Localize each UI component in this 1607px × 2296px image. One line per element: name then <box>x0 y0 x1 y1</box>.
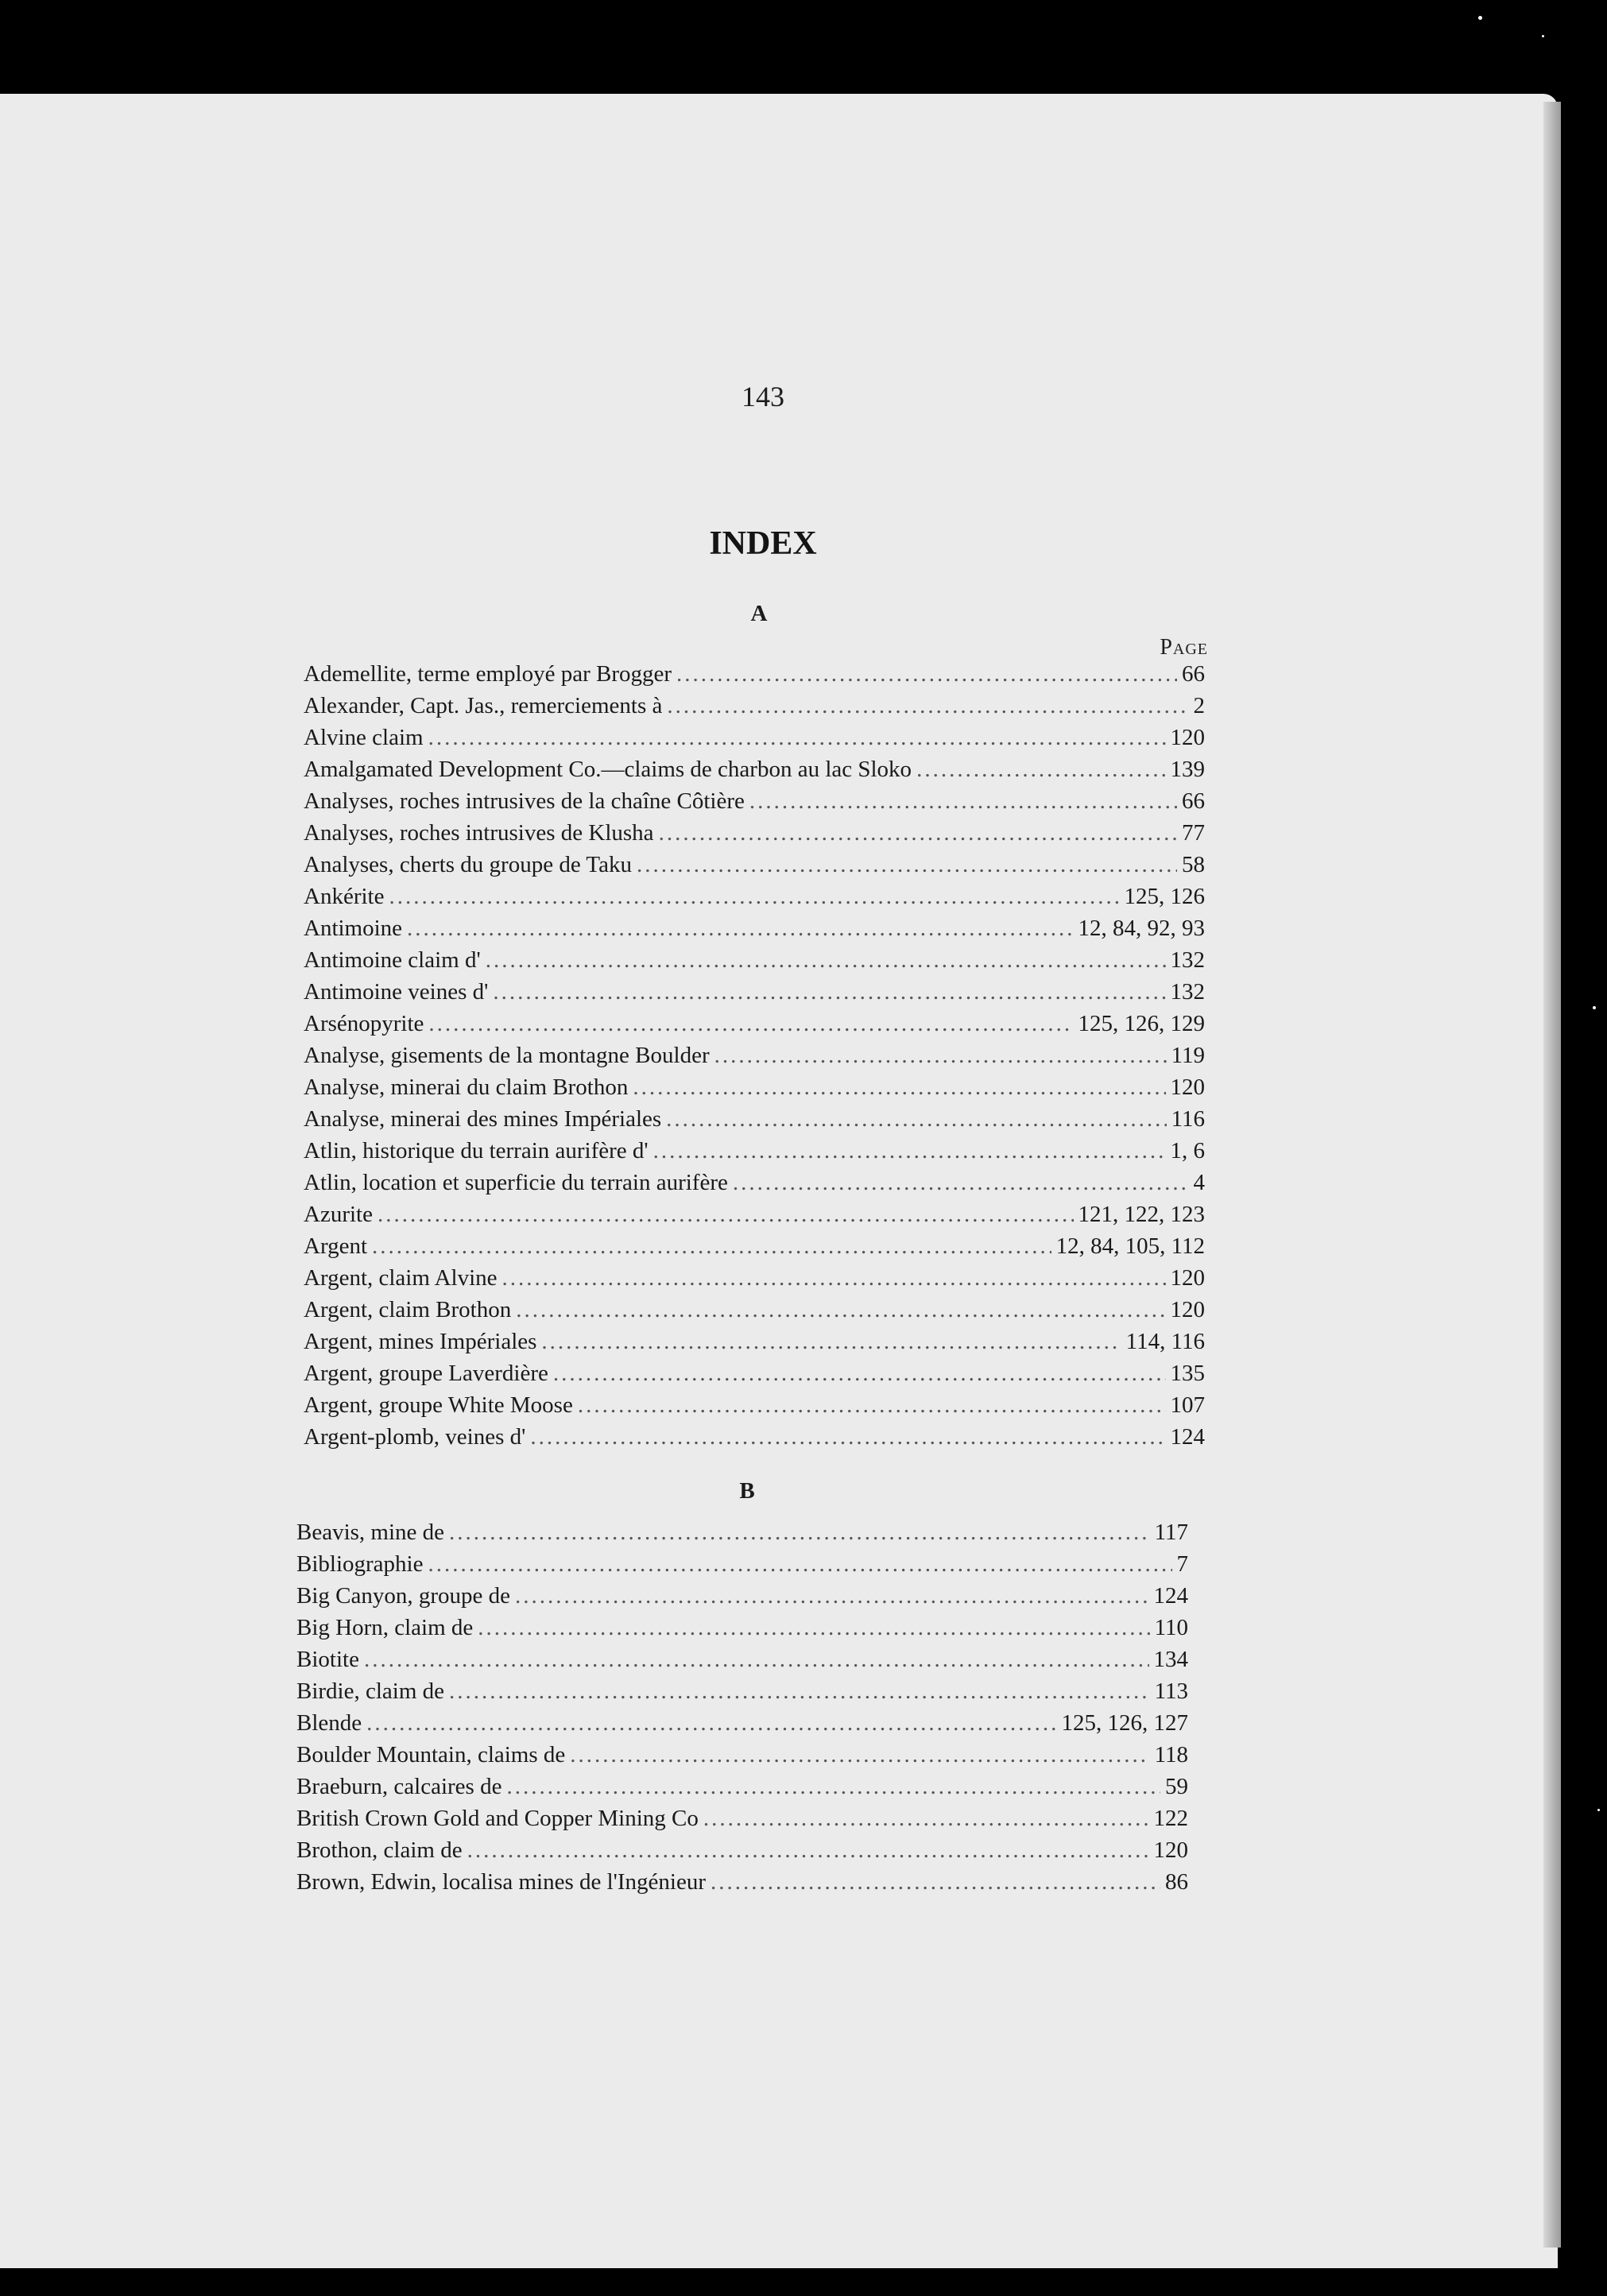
entry-label: Analyse, minerai des mines Impériales <box>304 1106 662 1132</box>
entry-label: British Crown Gold and Copper Mining Co <box>296 1806 699 1831</box>
entry-label: Brothon, claim de <box>296 1837 463 1863</box>
entry-pages: 117 <box>1154 1520 1188 1545</box>
index-entry <box>304 1233 1205 1265</box>
leader-dots <box>449 1520 1150 1546</box>
entry-pages: 58 <box>1182 852 1205 877</box>
index-list-a <box>304 661 1205 1456</box>
entry-pages: 125, 126, 127 <box>1061 1710 1188 1736</box>
index-entry <box>296 1742 1188 1774</box>
entry-pages: 1, 6 <box>1170 1138 1205 1163</box>
leader-dots <box>633 1074 1165 1101</box>
entry-pages: 124 <box>1170 1424 1205 1450</box>
entry-label: Brown, Edwin, localisa mines de l'Ingénieur <box>296 1869 707 1895</box>
entry-label: Bibliographie <box>296 1551 424 1577</box>
entry-pages: 107 <box>1170 1392 1205 1418</box>
leader-dots <box>653 1138 1166 1164</box>
leader-dots <box>478 1615 1149 1641</box>
entry-pages: 4 <box>1193 1170 1205 1195</box>
leader-dots <box>516 1297 1165 1323</box>
index-entry <box>304 947 1205 979</box>
entry-label: Analyse, minerai du claim Brothon <box>304 1074 629 1100</box>
entry-pages: 139 <box>1170 757 1205 782</box>
entry-pages: 110 <box>1154 1615 1188 1640</box>
leader-dots <box>530 1424 1165 1450</box>
leader-dots <box>659 820 1177 846</box>
index-entry <box>296 1678 1188 1710</box>
entry-pages: 66 <box>1182 661 1205 687</box>
index-entry <box>296 1583 1188 1615</box>
entry-label: Argent, groupe Laverdière <box>304 1361 548 1386</box>
entry-label: Alexander, Capt. Jas., remerciements à <box>304 693 663 718</box>
entry-label: Argent, claim Alvine <box>304 1265 498 1291</box>
page-column-header: Page <box>1160 635 1208 660</box>
index-entry <box>296 1869 1188 1901</box>
index-entry <box>304 757 1205 788</box>
entry-label: Boulder Mountain, claims de <box>296 1742 566 1767</box>
index-entry <box>304 979 1205 1011</box>
entry-pages: 116 <box>1171 1106 1205 1132</box>
index-entry <box>296 1710 1188 1742</box>
entry-label: Analyses, cherts du groupe de Taku <box>304 852 632 877</box>
index-entry <box>304 1202 1205 1233</box>
entry-pages: 120 <box>1170 725 1205 750</box>
index-title: INDEX <box>709 525 817 562</box>
entry-pages: 119 <box>1171 1043 1205 1068</box>
entry-pages: 134 <box>1153 1647 1188 1672</box>
page-number: 143 <box>742 381 784 412</box>
leader-dots <box>502 1265 1166 1291</box>
entry-label: Argent <box>304 1233 368 1259</box>
index-entry <box>304 1011 1205 1043</box>
entry-label: Argent, groupe White Moose <box>304 1392 573 1418</box>
leader-dots <box>506 1774 1160 1800</box>
index-entry <box>296 1837 1188 1869</box>
index-entry <box>304 1329 1205 1361</box>
entry-label: Antimoine veines d' <box>304 979 489 1005</box>
leader-dots <box>493 979 1165 1005</box>
index-entry <box>304 661 1205 693</box>
entry-label: Beavis, mine de <box>296 1520 445 1545</box>
index-entry <box>296 1551 1188 1583</box>
entry-label: Atlin, location et superficie du terrain aurifère <box>304 1170 728 1195</box>
section-letter-b: B <box>739 1478 755 1504</box>
leader-dots <box>676 661 1177 687</box>
entry-pages: 135 <box>1170 1361 1205 1386</box>
entry-label: Alvine claim <box>304 725 424 750</box>
entry-label: Birdie, claim de <box>296 1678 445 1704</box>
entry-pages: 66 <box>1182 788 1205 814</box>
entry-label: Azurite <box>304 1202 373 1227</box>
leader-dots <box>667 693 1188 719</box>
index-entry <box>304 1074 1205 1106</box>
entry-label: Arsénopyrite <box>304 1011 424 1036</box>
leader-dots <box>372 1233 1051 1260</box>
entry-pages: 86 <box>1165 1869 1188 1895</box>
index-entry <box>304 1043 1205 1074</box>
entry-pages: 125, 126 <box>1124 884 1205 909</box>
index-entry <box>304 725 1205 757</box>
section-letter-a: A <box>750 601 768 626</box>
leader-dots <box>703 1806 1149 1832</box>
index-entry <box>304 1170 1205 1202</box>
entry-label: Analyse, gisements de la montagne Boulder <box>304 1043 710 1068</box>
index-entry <box>296 1774 1188 1806</box>
entry-pages: 12, 84, 105, 112 <box>1055 1233 1205 1259</box>
leader-dots <box>553 1361 1166 1387</box>
entry-pages: 121, 122, 123 <box>1078 1202 1205 1227</box>
entry-pages: 122 <box>1153 1806 1188 1831</box>
leader-dots <box>711 1869 1160 1895</box>
leader-dots <box>428 1011 1073 1037</box>
entry-pages: 114, 116 <box>1125 1329 1205 1354</box>
index-entry <box>304 1297 1205 1329</box>
index-entry <box>304 916 1205 947</box>
leader-dots <box>486 947 1166 974</box>
entry-pages: 124 <box>1153 1583 1188 1609</box>
index-entry <box>304 693 1205 725</box>
entry-pages: 118 <box>1154 1742 1188 1767</box>
entry-label: Big Canyon, groupe de <box>296 1583 511 1609</box>
entry-label: Biotite <box>296 1647 359 1672</box>
leader-dots <box>467 1837 1149 1864</box>
leader-dots <box>428 1551 1171 1578</box>
entry-pages: 132 <box>1170 947 1205 973</box>
leader-dots <box>578 1392 1166 1419</box>
index-entry <box>296 1520 1188 1551</box>
entry-label: Big Horn, claim de <box>296 1615 474 1640</box>
entry-pages: 113 <box>1154 1678 1188 1704</box>
index-entry <box>304 1106 1205 1138</box>
entry-label: Ademellite, terme employé par Brogger <box>304 661 672 687</box>
entry-label: Ankérite <box>304 884 385 909</box>
entry-label: Blende <box>296 1710 362 1736</box>
entry-label: Antimoine claim d' <box>304 947 481 973</box>
page-edge-shadow <box>1543 102 1561 2248</box>
entry-label: Atlin, historique du terrain aurifère d' <box>304 1138 649 1163</box>
entry-pages: 12, 84, 92, 93 <box>1078 916 1205 941</box>
leader-dots <box>389 884 1119 910</box>
leader-dots <box>407 916 1073 942</box>
entry-pages: 120 <box>1170 1265 1205 1291</box>
entry-label: Braeburn, calcaires de <box>296 1774 502 1799</box>
leader-dots <box>541 1329 1121 1355</box>
entry-label: Analyses, roches intrusives de la chaîne Côtière <box>304 788 745 814</box>
entry-pages: 7 <box>1176 1551 1188 1577</box>
index-entry <box>304 788 1205 820</box>
index-entry <box>296 1615 1188 1647</box>
entry-pages: 125, 126, 129 <box>1078 1011 1205 1036</box>
entry-pages: 120 <box>1170 1297 1205 1322</box>
index-entry <box>304 1392 1205 1424</box>
entry-pages: 2 <box>1193 693 1205 718</box>
entry-label: Argent, mines Impériales <box>304 1329 537 1354</box>
entry-label: Argent, claim Brothon <box>304 1297 512 1322</box>
index-entry <box>304 1138 1205 1170</box>
entry-label: Antimoine <box>304 916 403 941</box>
leader-dots <box>666 1106 1166 1133</box>
index-entry <box>296 1647 1188 1678</box>
index-list-b <box>296 1520 1188 1901</box>
index-entry <box>304 1361 1205 1392</box>
leader-dots <box>733 1170 1189 1196</box>
index-entry <box>296 1806 1188 1837</box>
index-entry <box>304 852 1205 884</box>
entry-pages: 59 <box>1165 1774 1188 1799</box>
entry-pages: 120 <box>1153 1837 1188 1863</box>
index-entry <box>304 1265 1205 1297</box>
entry-pages: 132 <box>1170 979 1205 1005</box>
leader-dots <box>378 1202 1074 1228</box>
leader-dots <box>364 1647 1149 1673</box>
leader-dots <box>366 1710 1056 1737</box>
index-entry <box>304 1424 1205 1456</box>
entry-label: Analyses, roches intrusives de Klusha <box>304 820 654 846</box>
leader-dots <box>428 725 1166 751</box>
leader-dots <box>515 1583 1148 1609</box>
leader-dots <box>749 788 1177 815</box>
entry-pages: 77 <box>1182 820 1205 846</box>
leader-dots <box>714 1043 1167 1069</box>
leader-dots <box>570 1742 1149 1768</box>
leader-dots <box>916 757 1165 783</box>
entry-pages: 120 <box>1170 1074 1205 1100</box>
leader-dots <box>637 852 1177 878</box>
entry-label: Argent-plomb, veines d' <box>304 1424 526 1450</box>
index-entry <box>304 884 1205 916</box>
leader-dots <box>449 1678 1150 1705</box>
index-entry <box>304 820 1205 852</box>
entry-label: Amalgamated Development Co.—claims de charbon au lac Sloko <box>304 757 912 782</box>
